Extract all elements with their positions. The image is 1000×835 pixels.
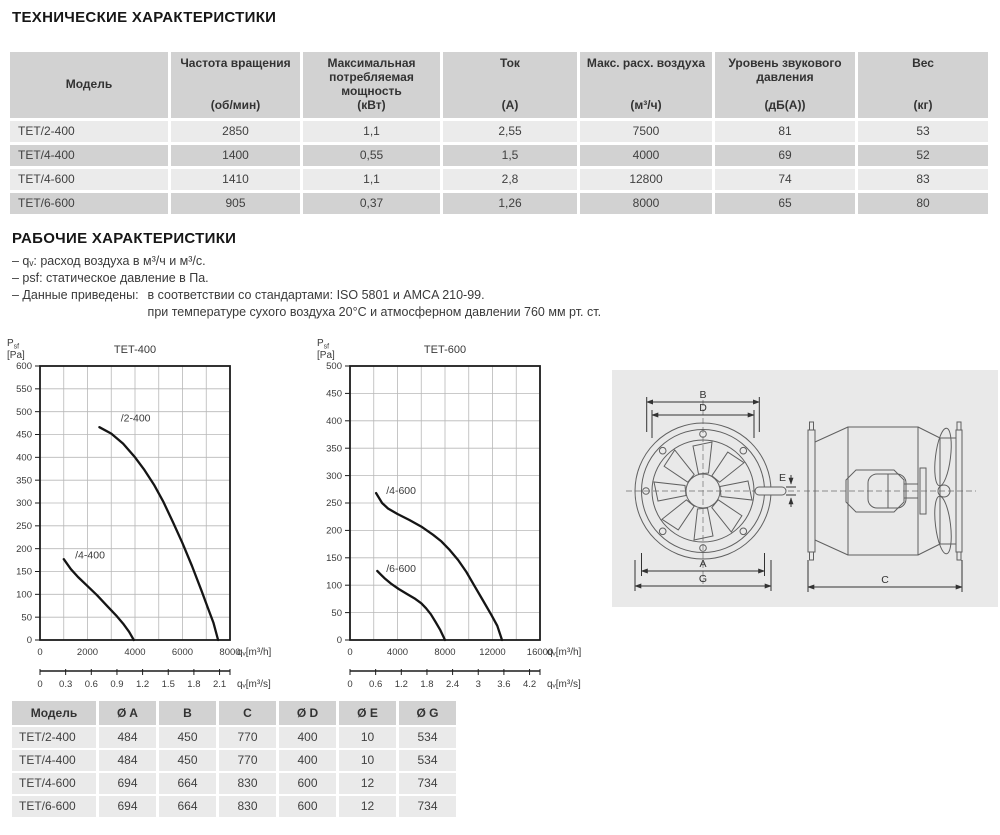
cell: 664 — [159, 796, 216, 817]
y-tick-label: 300 — [16, 498, 32, 510]
y-tick-label: 500 — [16, 406, 32, 418]
y-tick-label: 300 — [326, 470, 342, 482]
note-standards-line-2: при температуре сухого воздуха 20°C и атмосферном давлении 760 мм рт. ст. — [147, 305, 602, 319]
x-tick-label: 4000 — [124, 647, 146, 658]
cell: 4000 — [580, 145, 712, 166]
x-tick-label: 4000 — [386, 647, 409, 658]
y-tick-label: 150 — [16, 566, 32, 578]
cell: 53 — [858, 121, 988, 142]
x-tick-label: 6000 — [171, 647, 194, 658]
cell: 1400 — [171, 145, 300, 166]
chart-tet-600 — [310, 333, 610, 695]
y-axis-unit: [Pa] — [317, 350, 335, 361]
x2-tick-label: 0.6 — [369, 679, 383, 690]
cell: 484 — [99, 727, 156, 748]
column-name: Максимальная потребляемая мощность — [327, 56, 416, 98]
cell: 7500 — [580, 121, 712, 142]
cell: 830 — [219, 796, 276, 817]
y-tick-label: 50 — [331, 607, 342, 619]
cell: 770 — [219, 727, 276, 748]
x2-tick-label: 4.2 — [522, 679, 537, 690]
cell: 2,8 — [443, 169, 577, 190]
column-header — [171, 52, 300, 118]
cell: 12 — [339, 796, 396, 817]
column-unit: (м³/ч) — [630, 98, 662, 113]
model-cell: TET/4-600 — [10, 169, 168, 190]
model-cell: TET/6-600 — [12, 796, 96, 817]
cell: 2,55 — [443, 121, 577, 142]
column-header — [443, 52, 577, 118]
x-axis-unit-label: qᵥ[m³/h] — [547, 647, 582, 658]
x2-tick-label: 2.4 — [445, 679, 460, 690]
cell: 1,1 — [303, 121, 440, 142]
cell: 450 — [159, 727, 216, 748]
dimensions-table — [12, 701, 456, 817]
column-name: Ток — [500, 56, 520, 70]
cell: 1410 — [171, 169, 300, 190]
y-tick-label: 250 — [16, 521, 32, 533]
curve-label: /6-600 — [386, 563, 416, 576]
cell: 52 — [858, 145, 988, 166]
cell: 600 — [279, 796, 336, 817]
x-tick-label: 0 — [37, 647, 43, 658]
tech-specs-table — [10, 52, 988, 214]
y-tick-label: 50 — [21, 612, 32, 624]
curve-label: /4-600 — [386, 485, 416, 498]
cell: 484 — [99, 750, 156, 771]
column-header — [858, 52, 988, 118]
model-cell: TET/4-400 — [10, 145, 168, 166]
x2-tick-label: 3.6 — [497, 679, 511, 690]
dim-label-e: E — [778, 472, 786, 484]
cell: 1,5 — [443, 145, 577, 166]
cell: 830 — [219, 773, 276, 794]
column-header: Ø G — [399, 701, 456, 725]
cell: 534 — [399, 727, 456, 748]
column-header: Ø D — [279, 701, 336, 725]
y-tick-label: 450 — [16, 429, 32, 441]
x2-tick-label: 0.3 — [59, 679, 73, 690]
column-name: Модель — [65, 77, 113, 92]
y-tick-label: 0 — [336, 635, 342, 647]
chart-title: TET-400 — [113, 344, 157, 356]
note-psf: – psf: статическое давление в Па. — [12, 271, 209, 285]
x-tick-label: 16000 — [526, 647, 554, 658]
column-header — [580, 52, 712, 118]
cell: 80 — [858, 193, 988, 214]
tech-specs-title: ТЕХНИЧЕСКИЕ ХАРАКТЕРИСТИКИ — [12, 9, 277, 26]
column-unit: (об/мин) — [210, 98, 261, 113]
x2-tick-label: 1.2 — [394, 679, 408, 690]
cell: 65 — [715, 193, 855, 214]
x2-tick-label: 1.8 — [187, 679, 201, 690]
y-tick-label: 350 — [16, 475, 32, 487]
model-cell: TET/6-600 — [10, 193, 168, 214]
note-qv: – qᵥ: расход воздуха в м³/ч и м³/с. — [12, 254, 206, 268]
note-standards-line-1: в соответствии со стандартами: ISO 5801 и AMCA 210-99. — [147, 288, 485, 302]
column-header — [10, 52, 168, 118]
column-name: Вес — [912, 56, 934, 70]
x-axis-unit-label: qᵥ[m³/h] — [237, 647, 272, 658]
column-unit: (дБ(А)) — [764, 98, 806, 113]
cell: 534 — [399, 750, 456, 771]
cell: 400 — [279, 750, 336, 771]
cell: 10 — [339, 727, 396, 748]
x2-axis-unit-label: qᵥ[m³/s] — [547, 679, 581, 690]
x2-tick-label: 0 — [37, 679, 43, 690]
cell: 8000 — [580, 193, 712, 214]
x-tick-label: 8000 — [434, 647, 456, 658]
y-tick-label: 250 — [326, 498, 342, 510]
cell: 734 — [399, 773, 456, 794]
cell: 694 — [99, 796, 156, 817]
column-header: Ø A — [99, 701, 156, 725]
cell: 81 — [715, 121, 855, 142]
cell: 664 — [159, 773, 216, 794]
dim-label-c: C — [881, 574, 889, 586]
y-tick-label: 450 — [326, 388, 342, 400]
cell: 734 — [399, 796, 456, 817]
y-axis-label: $P_{sf}$ — [317, 338, 330, 351]
y-tick-label: 600 — [16, 361, 32, 373]
column-unit: (кг) — [913, 98, 933, 113]
y-axis-unit: [Pa] — [7, 350, 25, 361]
cell: 2850 — [171, 121, 300, 142]
model-cell: TET/2-400 — [12, 727, 96, 748]
column-header: Модель — [12, 701, 96, 725]
x2-tick-label: 0.9 — [110, 679, 124, 690]
y-tick-label: 500 — [326, 361, 342, 373]
cell: 450 — [159, 750, 216, 771]
y-tick-label: 350 — [326, 443, 342, 455]
column-unit: (кВт) — [357, 98, 386, 113]
column-header — [715, 52, 855, 118]
x2-tick-label: 1.2 — [135, 679, 150, 690]
cell: 905 — [171, 193, 300, 214]
cell: 12800 — [580, 169, 712, 190]
x2-tick-label: 0 — [347, 679, 353, 690]
y-tick-label: 200 — [326, 525, 342, 537]
cell: 0,37 — [303, 193, 440, 214]
model-cell: TET/4-400 — [12, 750, 96, 771]
curve-label: /4-400 — [75, 549, 105, 562]
y-tick-label: 200 — [16, 543, 32, 555]
model-cell: TET/2-400 — [10, 121, 168, 142]
x-tick-label: 0 — [347, 647, 353, 658]
y-tick-label: 400 — [16, 452, 32, 464]
cell: 600 — [279, 773, 336, 794]
y-tick-label: 100 — [326, 580, 342, 592]
y-axis-label: $P_{sf}$ — [7, 338, 20, 351]
cell: 0,55 — [303, 145, 440, 166]
cell: 12 — [339, 773, 396, 794]
column-name: Частота вращения — [180, 56, 291, 70]
x2-axis-unit-label: qᵥ[m³/s] — [237, 679, 271, 690]
cell: 83 — [858, 169, 988, 190]
note-standards-label: – Данные приведены: — [12, 288, 139, 302]
y-tick-label: 550 — [16, 384, 32, 396]
x-tick-label: 2000 — [76, 647, 99, 658]
cell: 770 — [219, 750, 276, 771]
note-standards — [12, 287, 601, 321]
model-cell: TET/4-600 — [12, 773, 96, 794]
column-name: Уровень звукового давления — [728, 56, 842, 84]
x2-tick-label: 3 — [475, 679, 481, 690]
cell: 400 — [279, 727, 336, 748]
cell: 1,1 — [303, 169, 440, 190]
x2-tick-label: 1.8 — [420, 679, 434, 690]
y-tick-label: 100 — [16, 589, 32, 601]
x2-tick-label: 2.1 — [212, 679, 227, 690]
dim-label-g: G — [698, 573, 708, 585]
column-header: Ø E — [339, 701, 396, 725]
chart-title: TET-600 — [423, 344, 467, 356]
dimensions-diagram — [612, 370, 998, 607]
mounting-tab — [755, 487, 786, 495]
dim-label-d: D — [699, 402, 707, 414]
y-tick-label: 0 — [26, 635, 32, 647]
cell: 69 — [715, 145, 855, 166]
note-standards-lines — [148, 287, 602, 321]
cell: 10 — [339, 750, 396, 771]
y-tick-label: 150 — [326, 553, 342, 564]
notes-block — [12, 253, 601, 321]
column-unit: (А) — [501, 98, 519, 113]
x2-tick-label: 0.6 — [84, 679, 98, 690]
x2-tick-label: 1.5 — [161, 679, 175, 690]
y-tick-label: 400 — [326, 416, 342, 427]
chart-tet-400 — [0, 333, 300, 695]
cell: 694 — [99, 773, 156, 794]
working-characteristics-title: РАБОЧИЕ ХАРАКТЕРИСТИКИ — [12, 230, 237, 247]
cell: 1,26 — [443, 193, 577, 214]
column-header: C — [219, 701, 276, 725]
x-tick-label: 12000 — [479, 647, 506, 658]
column-header — [303, 52, 440, 118]
cell: 74 — [715, 169, 855, 190]
x-tick-label: 8000 — [219, 647, 241, 658]
dim-label-a: A — [699, 558, 707, 570]
dim-label-b: B — [699, 389, 707, 401]
curve-/6-600 — [377, 571, 445, 640]
column-header: B — [159, 701, 216, 725]
column-name: Макс. расх. воздуха — [586, 56, 706, 70]
curve-label: /2-400 — [120, 412, 151, 425]
